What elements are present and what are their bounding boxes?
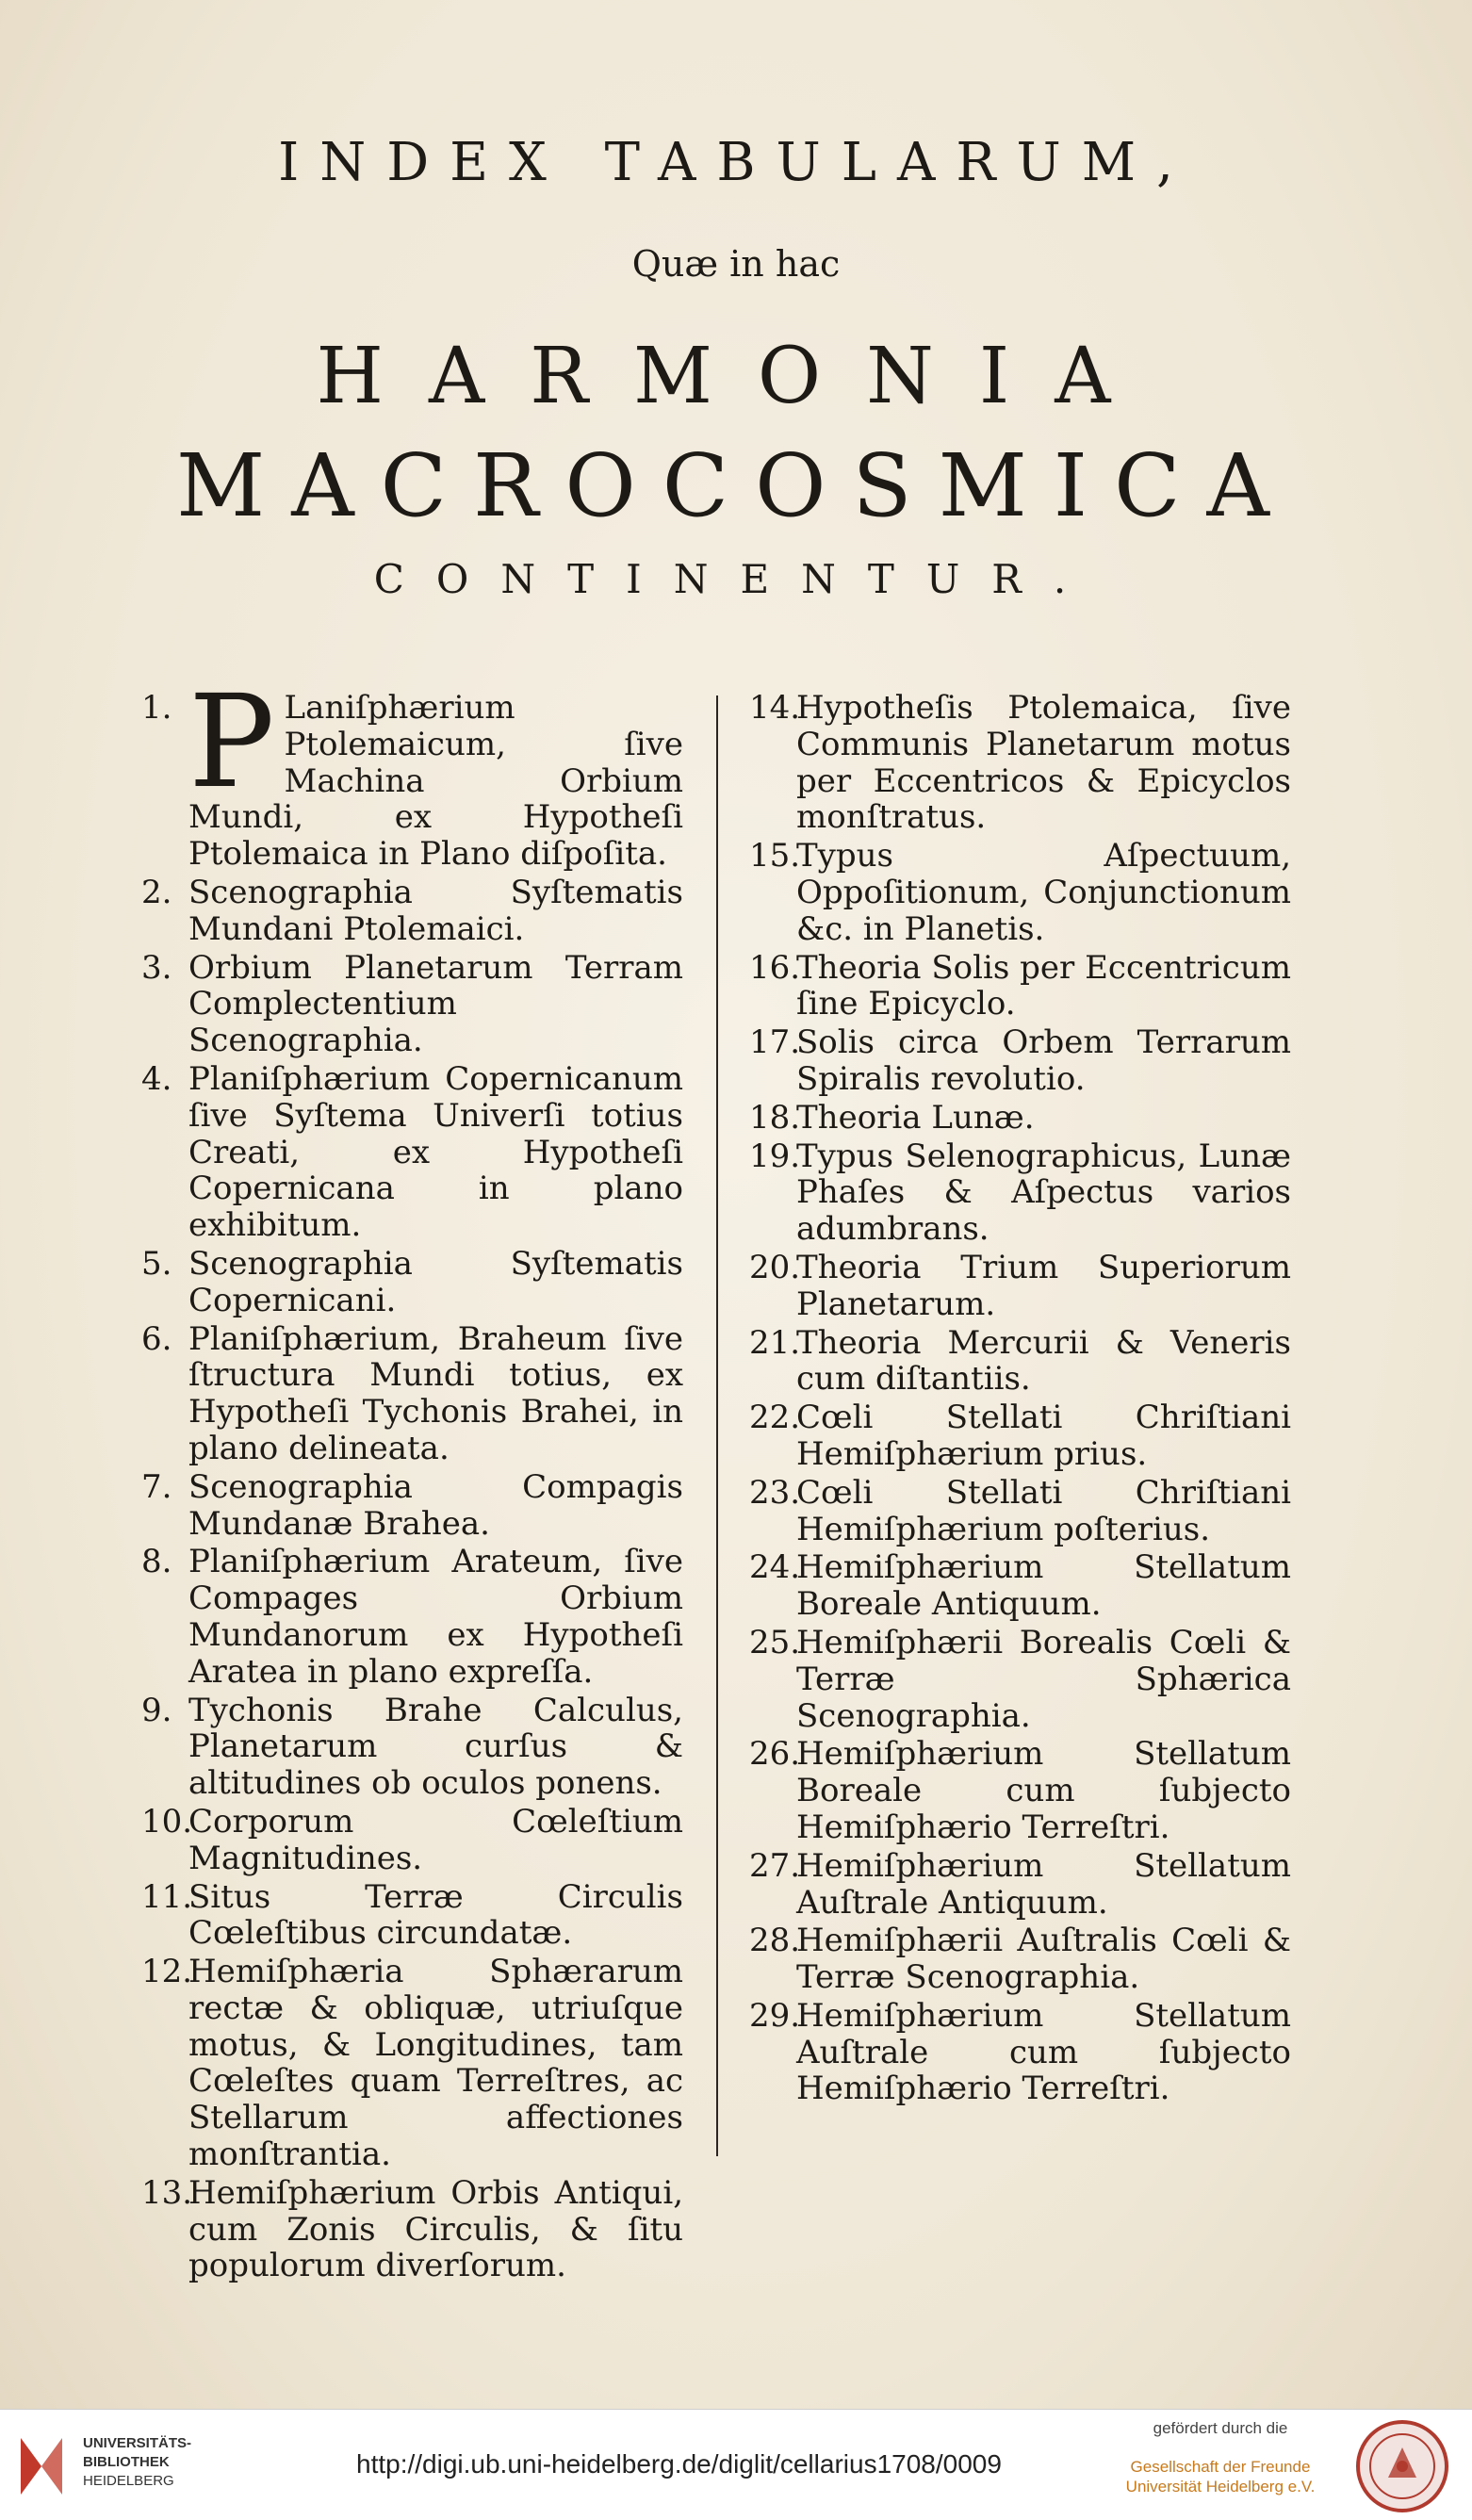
entry-text: Orbium Planetarum Terram Complectentium Scenographia. (188, 948, 683, 1060)
entry-text: Hypotheſis Ptolemaica, ſive Communis Planetarum motus per Eccentricos & Epicyclos monſtratus. (796, 689, 1291, 837)
entry-text: Cœli Stellati Chriſtiani Hemiſphærium prius. (796, 1399, 1291, 1473)
entry-number: 7. (141, 1467, 172, 1506)
entry-text: Cœli Stellati Chriſtiani Hemiſphærium poſterius. (796, 1473, 1291, 1548)
title-continentur: CONTINENTUR. (373, 556, 1099, 602)
entry-text: Scenographia Syſtematis Mundani Ptolemaici. (188, 873, 683, 948)
index-entry (749, 1250, 1291, 1323)
title-harmonia: HARMONIA (316, 332, 1156, 421)
index-entry (141, 1879, 683, 1953)
index-entry (749, 1100, 1291, 1137)
entry-text: Hemiſphærium Orbis Antiqui, cum Zonis Circulis, & ſitu populorum diverſorum. (188, 2173, 683, 2285)
index-entry (749, 838, 1291, 947)
library-name (83, 2434, 191, 2491)
index-entry (749, 1138, 1291, 1248)
university-seal-icon (1355, 2419, 1449, 2513)
entry-text: Theoria Trium Superiorum Planetarum. (796, 1248, 1291, 1323)
index-entry (749, 1024, 1291, 1098)
index-entry (141, 1469, 683, 1543)
entry-number: 1. (141, 689, 172, 727)
entry-number: 14. (749, 689, 801, 727)
entry-text: Tychonis Brahe Calculus, Planetarum curſus & altitudines ob oculos ponens. (188, 1691, 683, 1803)
index-entry (141, 1061, 683, 1244)
entry-number: 3. (141, 948, 172, 987)
entry-text: Hemiſphærium Stellatum Auſtrale cum ſubjecto Hemiſphærio Terreſtri. (796, 1996, 1291, 2108)
entry-text (188, 668, 683, 874)
entry-text: Hemiſphærii Borealis Cœli & Terræ Sphærica Scenographia. (796, 1623, 1291, 1735)
sponsor-name (1112, 2457, 1329, 2496)
entry-text: Planiſphærium Arateum, ſive Compages Orbium Mundanorum ex Hypotheſi Aratea in plano expreſſa. (188, 1543, 683, 1691)
entry-number: 8. (141, 1543, 172, 1581)
entry-text: Situs Terræ Circulis Cœleſtibus circundatæ. (188, 1877, 683, 1953)
entry-number: 11. (141, 1877, 193, 1916)
title-index-tabularum: INDEX TABULARUM, (278, 132, 1194, 193)
entry-number: 22. (749, 1399, 801, 1437)
entry-number: 18. (749, 1098, 801, 1137)
index-entry (141, 1544, 683, 1690)
entry-text: Hemiſphærium Stellatum Boreale cum ſubjecto Hemiſphærio Terreſtri. (796, 1735, 1291, 1846)
index-entry (141, 950, 683, 1059)
entry-number: 19. (749, 1137, 801, 1175)
index-entry (141, 2175, 683, 2284)
sponsor-block (1112, 2419, 1329, 2496)
entry-text: Hemiſphærium Stellatum Boreale Antiquum. (796, 1548, 1291, 1624)
entry-text: Hemiſphærii Auſtralis Cœli & Terræ Scenographia. (796, 1922, 1291, 1997)
entry-text: Planiſphærium, Braheum ſive ſtructura Mundi totius, ex Hypotheſi Tychonis Brahei, in plano delineata. (188, 1319, 683, 1467)
index-entry (749, 1848, 1291, 1922)
entry-number: 26. (749, 1735, 801, 1774)
left-column (141, 668, 683, 2286)
entry-number: 6. (141, 1319, 172, 1358)
sponsor-name-line1: Gesellschaft der Freunde (1130, 2458, 1311, 2476)
entry-text: Planiſphærium Copernicanum ſive Syſtema Univerſi totius Creati, ex Hypotheſi Copernicana in plano exhibitum. (188, 1059, 683, 1245)
title-quae-in-hac: Quæ in hac (631, 243, 841, 285)
index-entry-1 (141, 668, 683, 874)
entry-number: 27. (749, 1846, 801, 1885)
entry-number: 16. (749, 948, 801, 987)
library-name-line1: UNIVERSITÄTS- (83, 2435, 192, 2451)
index-entry (749, 1998, 1291, 2107)
entry-number: 9. (141, 1691, 172, 1729)
entry-text: Hemiſphæria Sphærarum rectæ & obliquæ, utriuſque motus, & Longitudines, tam Cœleſtes quam Terreſtres, ac Stellarum affectiones monſtrantia. (188, 1953, 683, 2174)
entry-text: Scenographia Compagis Mundanæ Brahea. (188, 1467, 683, 1543)
entry-text: Theoria Mercurii & Veneris cum diſtantiis. (796, 1323, 1291, 1399)
entry-number: 23. (749, 1473, 801, 1512)
digitization-footer (0, 2409, 1472, 2520)
index-entry (141, 1804, 683, 1877)
entry-text: Theoria Solis per Eccentricum ſine Epicyclo. (796, 948, 1291, 1023)
entry-text: Theoria Lunæ. (796, 1098, 1035, 1137)
column-divider (716, 695, 718, 2156)
index-entry (749, 1549, 1291, 1623)
library-name-line3: HEIDELBERG (83, 2473, 174, 2489)
entry-first-text: Laniſphærium Ptolemaicum, ſive Machina Orbium Mundi, ex Hypotheſi Ptolemaica in Plano diſpoſita. (188, 689, 683, 874)
index-entry (141, 1246, 683, 1319)
index-entry (749, 1736, 1291, 1845)
entry-number: 12. (141, 1953, 193, 1991)
index-entry (749, 1475, 1291, 1548)
entry-number: 10. (141, 1802, 193, 1841)
entry-number: 20. (749, 1248, 801, 1286)
entry-number: 15. (749, 837, 801, 875)
entry-number: 4. (141, 1059, 172, 1098)
index-entry (141, 1321, 683, 1467)
entry-number: 25. (749, 1623, 801, 1661)
index-entry (749, 950, 1291, 1023)
entry-text: Typus Aſpectuum, Oppoſitionum, Conjunctionum &c. in Planetis. (796, 837, 1291, 948)
dropcap-letter: P (188, 668, 275, 817)
library-name-line2: BIBLIOTHEK (83, 2454, 170, 2470)
permalink-url[interactable]: http://digi.ub.uni-heidelberg.de/diglit/cellarius1708/0009 (356, 2449, 1002, 2479)
sponsor-intro: gefördert durch die (1153, 2419, 1288, 2437)
index-entry (141, 875, 683, 948)
index-entry (141, 1954, 683, 2173)
entry-number: 17. (749, 1023, 801, 1062)
sponsor-name-line2: Universität Heidelberg e.V. (1125, 2478, 1316, 2495)
title-macrocosmica: MACROCOSMICA (176, 435, 1296, 536)
entry-number: 5. (141, 1244, 172, 1283)
index-entry (141, 1693, 683, 1802)
entry-text: Hemiſphærium Stellatum Auſtrale Antiquum. (796, 1846, 1291, 1922)
entry-text: Typus Selenographicus, Lunæ Phaſes & Aſpectus varios adumbrans. (796, 1137, 1291, 1249)
entry-text: Corporum Cœleſtium Magnitudines. (188, 1802, 683, 1877)
entry-number: 29. (749, 1996, 801, 2035)
left-entry-list (141, 875, 683, 2284)
index-entry (749, 1325, 1291, 1399)
entry-number: 21. (749, 1323, 801, 1362)
entry-number: 28. (749, 1922, 801, 1960)
index-entry (749, 1399, 1291, 1473)
index-entry (749, 690, 1291, 836)
entry-number: 24. (749, 1548, 801, 1587)
entry-text: Solis circa Orbem Terrarum Spiralis revolutio. (796, 1023, 1291, 1098)
entry-number: 13. (141, 2173, 193, 2212)
index-entry (749, 1923, 1291, 1996)
entry-text: Scenographia Syſtematis Copernicani. (188, 1244, 683, 1319)
right-entry-list (749, 690, 1291, 2107)
entry-number: 2. (141, 873, 172, 911)
university-library-logo-icon (13, 2429, 70, 2504)
index-entry (749, 1625, 1291, 1734)
right-column (749, 690, 1291, 2109)
